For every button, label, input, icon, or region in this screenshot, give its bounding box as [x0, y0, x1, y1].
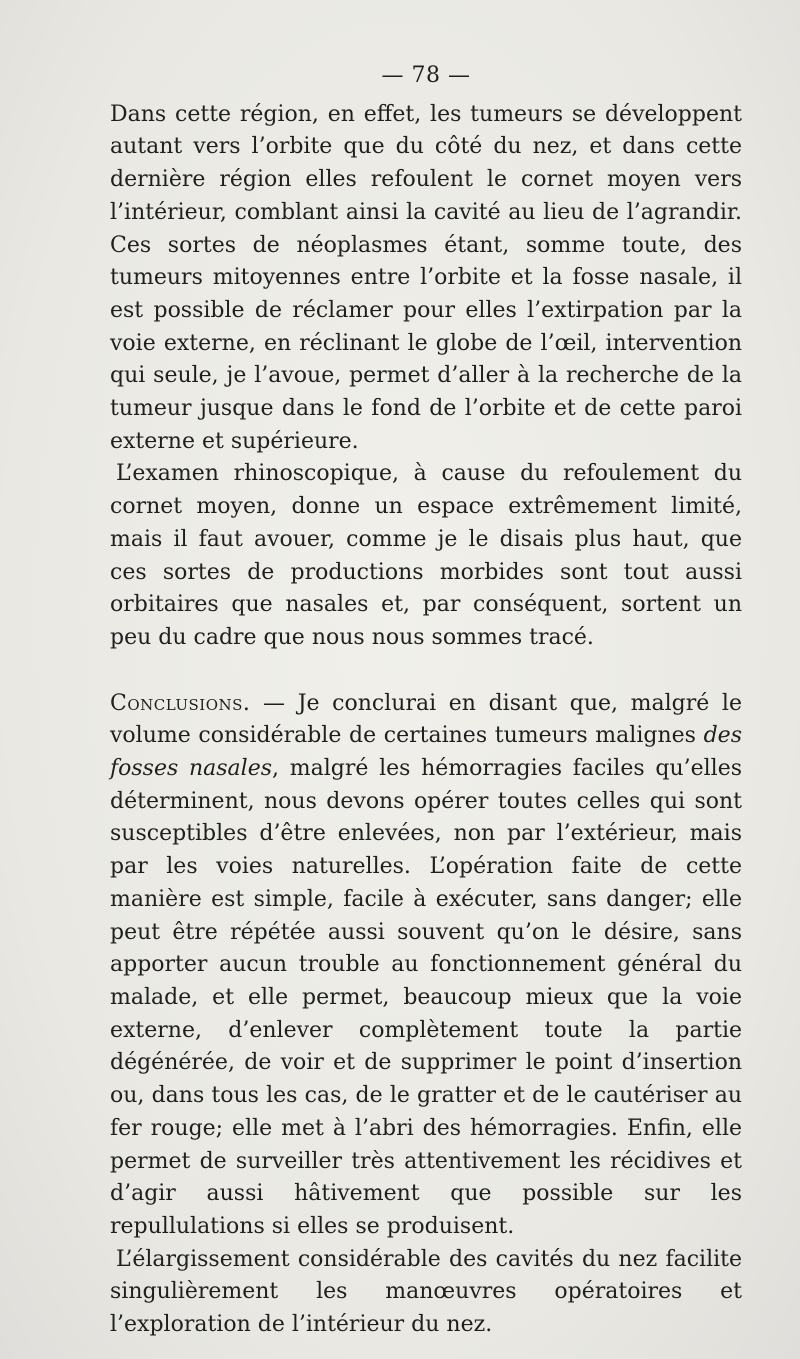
page-text [110, 60, 742, 1342]
paragraph-rhinoscopic-exam: L’examen rhinoscopique, à cause du refoulement du cornet moyen, donne un espace extrêmement limité, mais il faut avouer, comme je le disais plus haut, que ces sortes de productions morbides sont tout aussi orbitaires que nasales et, par conséquent, sortent un peu du cadre que nous nous sommes tracé. [110, 461, 742, 650]
conclusions-text-b: , malgré les hémorragies faciles qu’elles déterminent, nous devons opérer toutes celles qui sont susceptibles d’être enlevées, non par l’extérieur, mais par les voies naturelles. L’opération faite de cette manière est simple, facile à exécuter, sans danger; elle peut être répétée aussi souvent qu’on le désire, sans apporter aucun trouble au fonctionnement général du malade, et elle permet, beaucoup mieux que la voie externe, d’enlever complètement toute la partie dégénérée, de voir et de supprimer le point d’insertion ou, dans tous les cas, de le gratter et de le cautériser au fer rouge; elle met à l’abri des hémorragies. Enfin, elle permet de surveiller très attentivement les récidives et d’agir aussi hâtivement que possible sur les repullulations si elles se produisent. [110, 756, 743, 1239]
section-gap [110, 655, 742, 688]
paragraph-orbital-tumors: Dans cette région, en effet, les tumeurs se développent autant vers l’orbite que du côté du nez, et dans cette dernière région elles refoulent le cornet moyen vers l’intérieur, comblant ainsi la cavité au lieu de l’agrandir. Ces sortes de néoplasmes étant, somme toute, des tumeurs mitoyennes entre l’orbite et la fosse nasale, il est possible de réclamer pour elles l’extirpation par la voie externe, en réclinant le globe de l’œil, intervention qui seule, je l’avoue, permet d’aller à la recherche de la tumeur jusque dans le fond de l’orbite et de cette paroi externe et supérieure. [110, 101, 742, 454]
conclusions-text-a: — Je conclurai en disant que, malgré le volume considérable de certaines tumeurs malignes [110, 690, 742, 749]
page-number: — 78 — [381, 63, 471, 88]
paragraph-conclusions [110, 688, 742, 1244]
paragraph-nasal-enlargement: L’élargissement considérable des cavités du nez facilite singulièrement les manœuvres opératoires et l’exploration de l’intérieur du nez. [110, 1246, 742, 1338]
conclusions-label: Conclusions. [110, 690, 251, 716]
conclusions-italic: des fosses nasales [110, 723, 742, 782]
